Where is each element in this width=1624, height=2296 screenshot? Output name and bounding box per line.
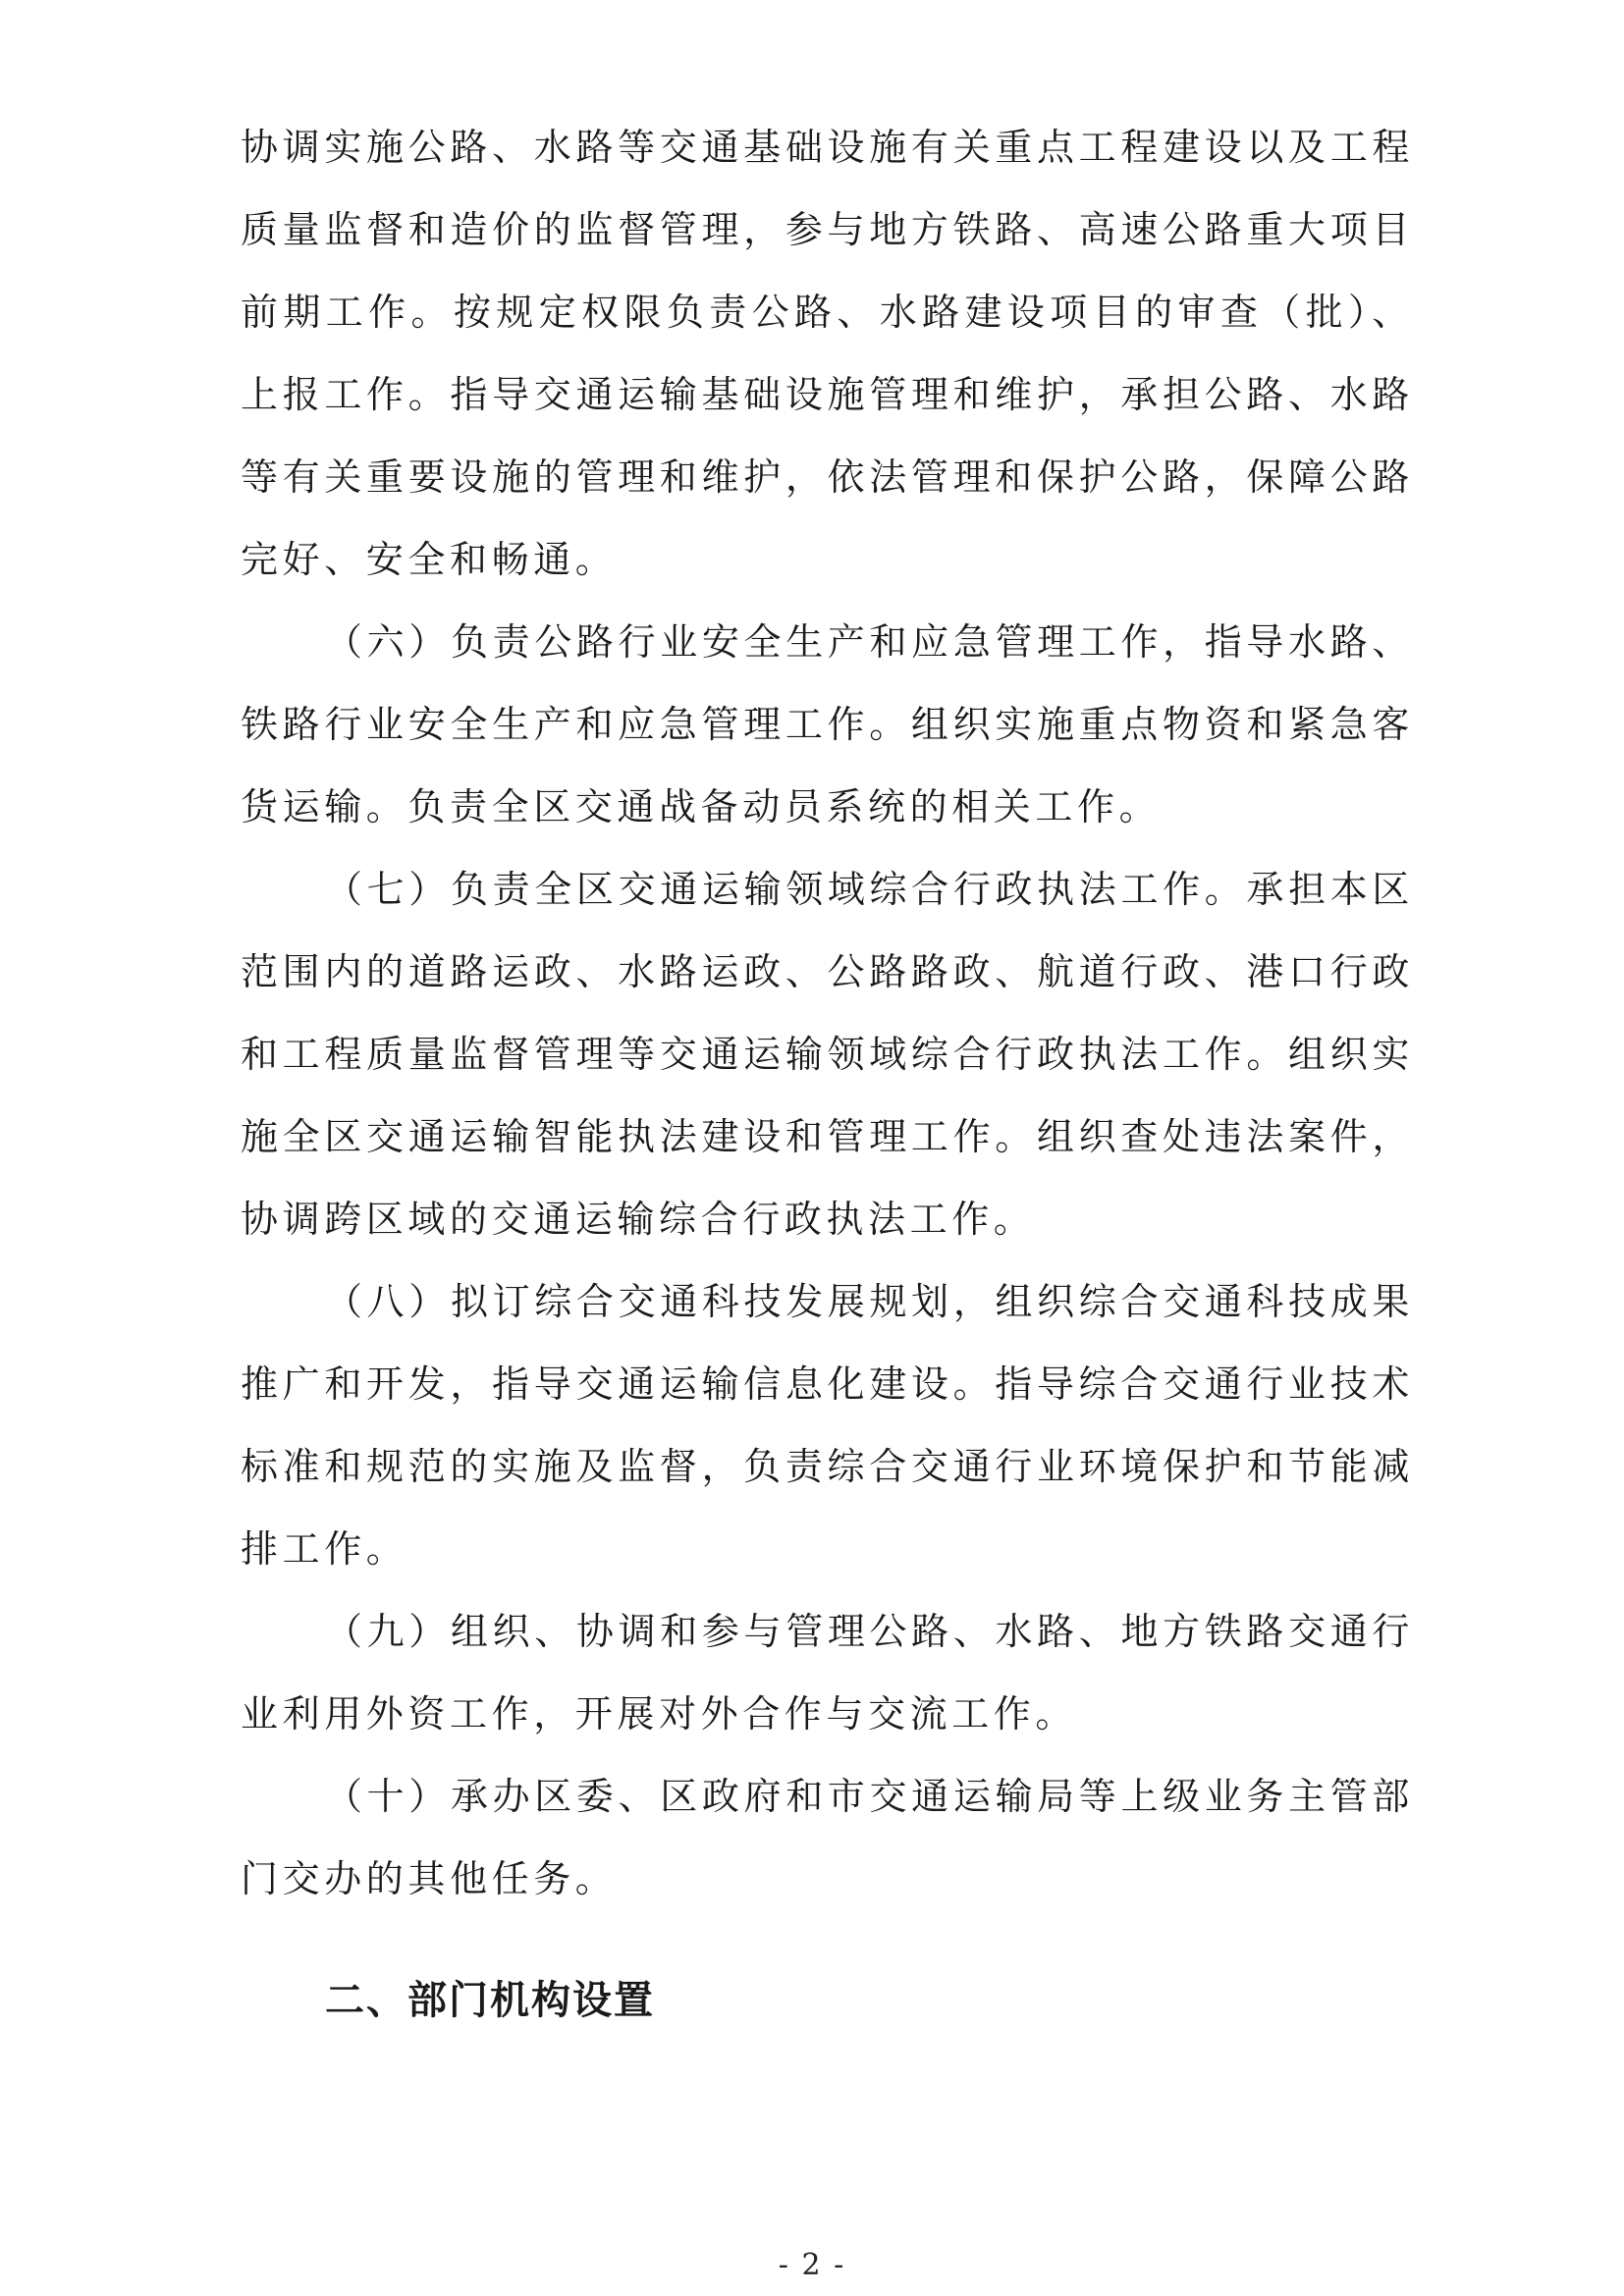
paragraph-continuation: 协调实施公路、水路等交通基础设施有关重点工程建设以及工程质量监督和造价的监督管理，参与地方铁路、高速公路重大项目前期工作。按规定权限负责公路、水路建设项目的审查（批）、上报工作。指导交通运输基础设施管理和维护，承担公路、水路等有关重要设施的管理和维护，依法管理和保护公路，保障公路完好、安全和畅通。 bbox=[241, 126, 1414, 581]
document-body bbox=[241, 106, 1414, 2042]
paragraph-item-10: （十）承办区委、区政府和市交通运输局等上级业务主管部门交办的其他任务。 bbox=[241, 1775, 1414, 1900]
paragraph-item-6: （六）负责公路行业安全生产和应急管理工作，指导水路、铁路行业安全生产和应急管理工作。组织实施重点物资和紧急客货运输。负责全区交通战备动员系统的相关工作。 bbox=[241, 620, 1414, 828]
paragraph-item-9: （九）组织、协调和参与管理公路、水路、地方铁路交通行业利用外资工作，开展对外合作与交流工作。 bbox=[241, 1610, 1414, 1735]
paragraph-item-7: （七）负责全区交通运输领域综合行政执法工作。承担本区范围内的道路运政、水路运政、公路路政、航道行政、港口行政和工程质量监督管理等交通运输领域综合行政执法工作。组织实施全区交通运输智能执法建设和管理工作。组织查处违法案件，协调跨区域的交通运输综合行政执法工作。 bbox=[241, 868, 1414, 1241]
section-heading: 二、部门机构设置 bbox=[325, 1978, 655, 2023]
paragraph-item-8: （八）拟订综合交通科技发展规划，组织综合交通科技成果推广和开发，指导交通运输信息化建设。指导综合交通行业技术标准和规范的实施及监督，负责综合交通行业环境保护和节能减排工作。 bbox=[241, 1280, 1414, 1571]
page-number: - 2 - bbox=[778, 2248, 846, 2282]
